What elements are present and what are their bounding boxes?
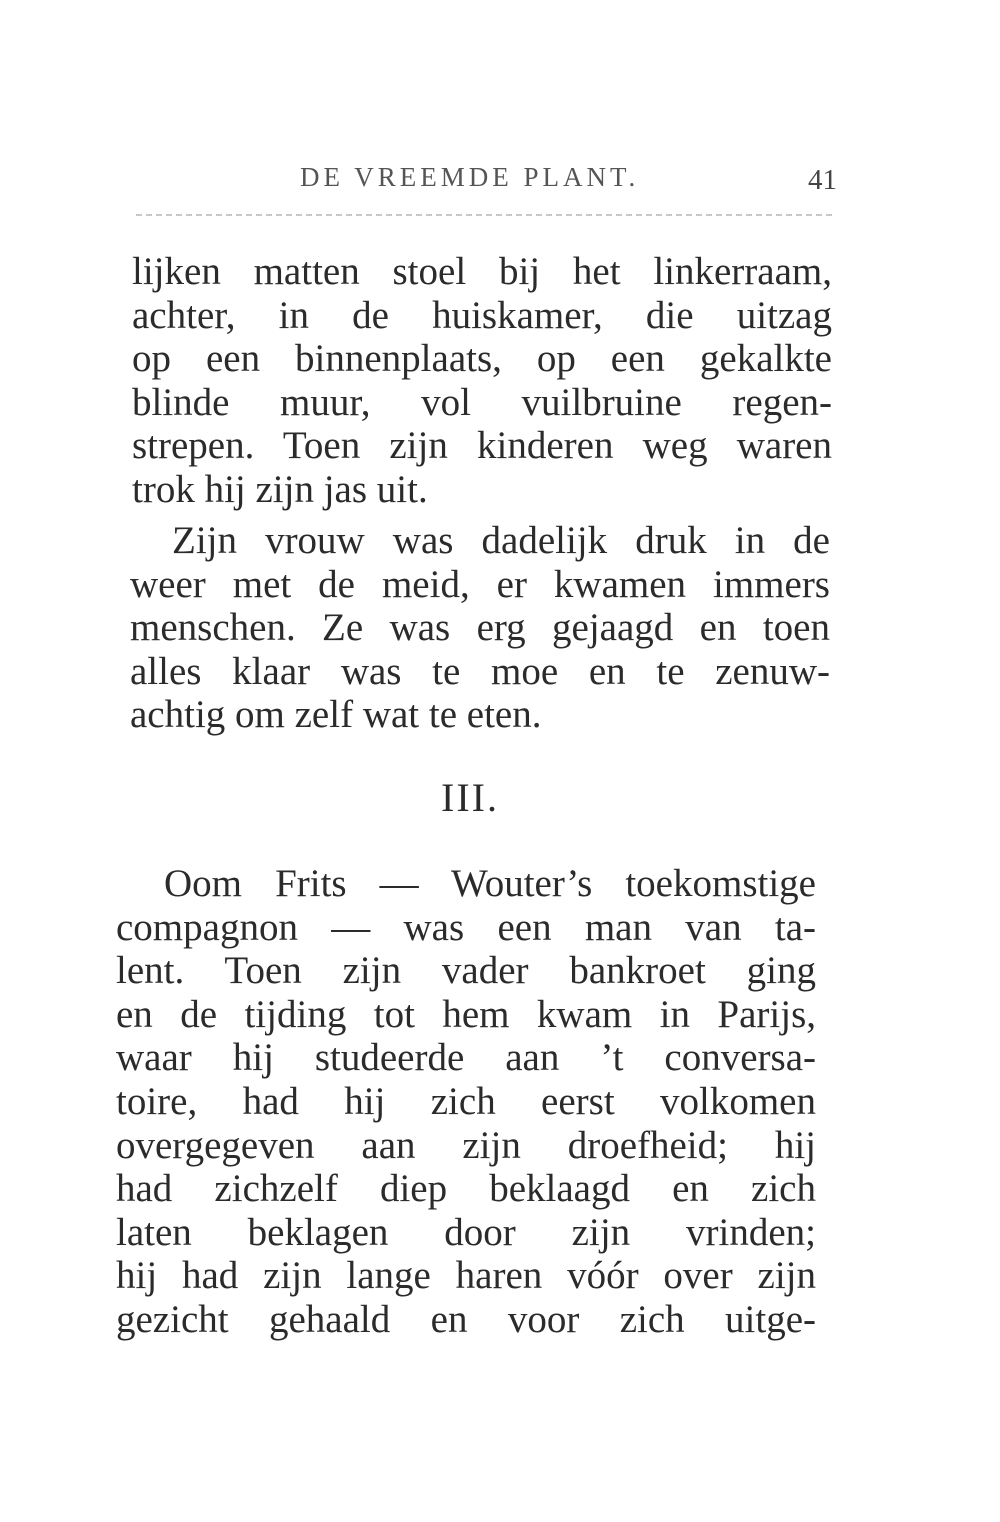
text-line: Zijn vrouw was dadelijk druk in de — [172, 519, 830, 562]
text-line: weer met de meid, er kwamen immers — [130, 562, 830, 606]
text-line: compagnon — was een man van ta- — [116, 905, 816, 949]
paragraph-2 — [130, 519, 830, 737]
page-number: 41 — [808, 164, 837, 196]
text-line: waar hij studeerde aan ’t conversa- — [116, 1036, 816, 1080]
text-line: op een binnenplaats, op een gekalkte — [132, 337, 832, 380]
text-line: alles klaar was te moe en te zenuw- — [130, 649, 830, 693]
text-line: trok hij zijn jas uit. — [132, 467, 428, 511]
paragraph-1 — [132, 250, 832, 511]
text-line: achtig om zelf wat te eten. — [130, 693, 542, 736]
text-line: en de tijding tot hem kwam in Parijs, — [116, 992, 816, 1036]
section-heading: III. — [441, 775, 499, 820]
text-line: lent. Toen zijn vader bankroet ging — [116, 949, 816, 993]
text-line: hij had zijn lange haren vóór over zijn — [116, 1254, 816, 1298]
text-line: laten beklagen door zijn vrinden; — [116, 1210, 816, 1254]
paragraph-3 — [116, 862, 816, 1342]
text-line: blinde muur, vol vuilbruine regen- — [132, 380, 832, 424]
text-line: achter, in de huiskamer, die uitzag — [132, 293, 832, 337]
text-line: had zichzelf diep beklaagd en zich — [116, 1167, 816, 1211]
text-line: Oom Frits — Wouter’s toekomstige — [164, 862, 816, 905]
text-line: menschen. Ze was erg gejaagd en toen — [130, 606, 830, 649]
text-line: gezicht gehaald en voor zich uitge- — [116, 1297, 816, 1341]
header-rule — [136, 214, 832, 216]
text-line: lijken matten stoel bij het linkerraam, — [132, 250, 832, 293]
text-line: toire, had hij zich eerst volkomen — [116, 1079, 816, 1123]
text-line: overgegeven aan zijn droefheid; hij — [116, 1123, 816, 1167]
text-line: strepen. Toen zijn kinderen weg waren — [132, 424, 832, 467]
running-title: DE VREEMDE PLANT. — [300, 162, 640, 192]
